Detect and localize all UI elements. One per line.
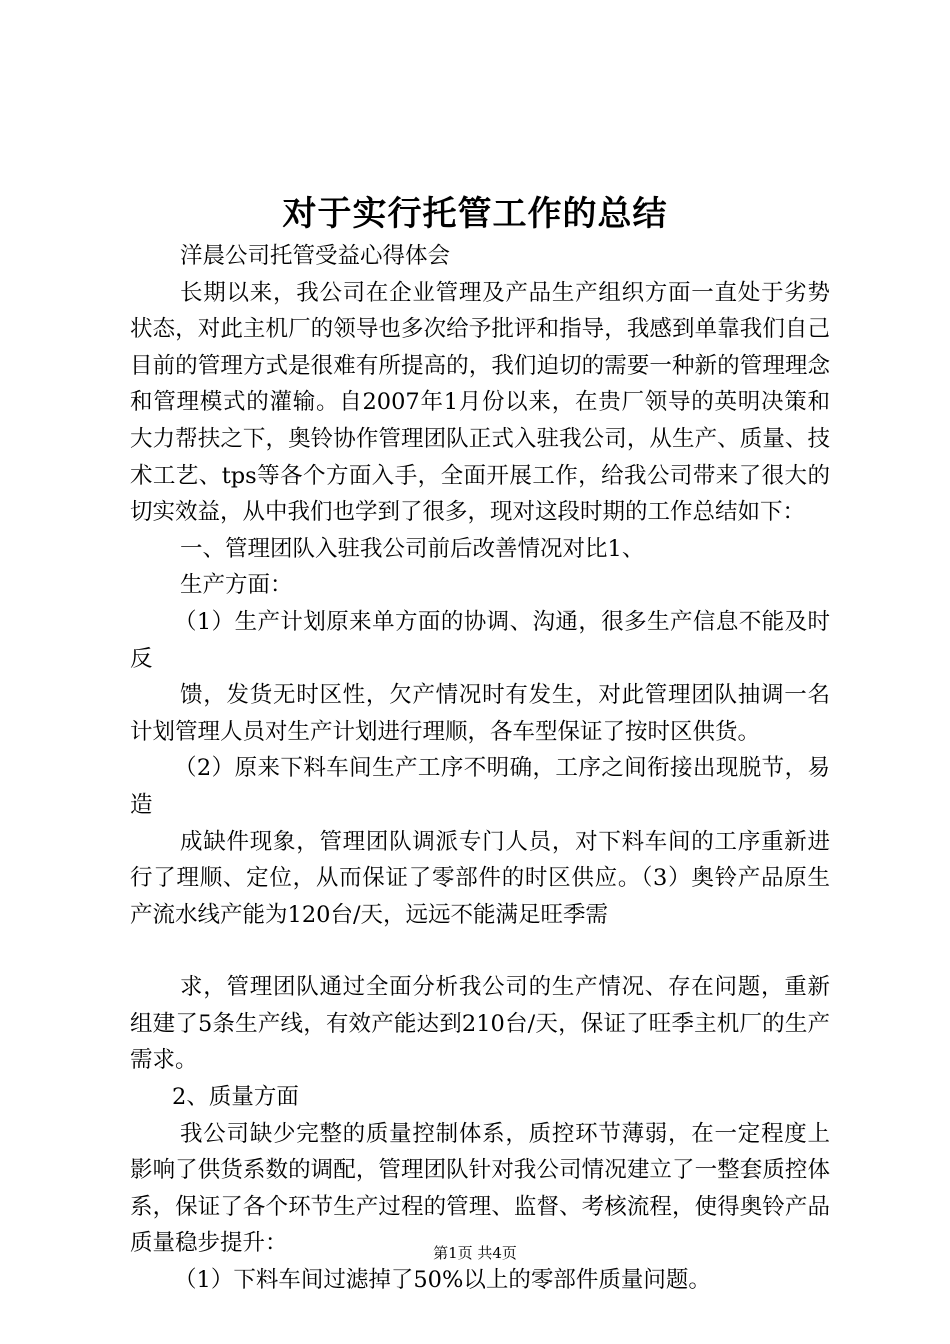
paragraph-subtitle: 洋晨公司托管受益心得体会	[180, 243, 451, 269]
paragraph-quality-body: 我公司缺少完整的质量控制体系，质控环节薄弱，在一定程度上影响了供货系数的调配，管理团队针对我公司情况建立了一整套质控体系，保证了各个环节生产过程的管理、监督、考核流程，使得奥铃产品质量稳步提升：	[130, 1120, 830, 1257]
paragraph-quality-heading: 2、质量方面	[172, 1084, 299, 1111]
paragraph-production-item-1a: （1）生产计划原来单方面的协调、沟通，很多生产信息不能及时反	[130, 608, 830, 672]
paragraph-production-heading: 生产方面：	[180, 572, 293, 599]
paragraph-intro: 长期以来，我公司在企业管理及产品生产组织方面一直处于劣势状态，对此主机厂的领导也多次给予批评和指导，我感到单靠我们自己目前的管理方式是很难有所提高的，我们迫切的需要一种新的管理理念和管理模式的灌输。自2007年1月份以来，在贵厂领导的英明决策和大力帮扶之下，奥铃协作管理团队正式入驻我公司，从生产、质量、技术工艺、tps等各个方面入手，全面开展工作，给我公司带来了很大的切实效益，从中我们也学到了很多，现对这段时期的工作总结如下：	[130, 279, 830, 526]
paragraph-production-item-2a: （2）原来下料车间生产工序不明确，工序之间衔接出现脱节，易造	[130, 755, 830, 818]
paragraph-quality-item-1: （1）下料车间过滤掉了50%以上的零部件质量问题。	[174, 1267, 711, 1294]
paragraph-production-item-2b: 成缺件现象，管理团队调派专门人员，对下料车间的工序重新进行了理顺、定位，从而保证了零部件的时区供应。（3）奥铃产品原生产流水线产能为120台/天，远远不能满足旺季需	[130, 828, 830, 928]
document-body	[130, 238, 830, 1299]
paragraph-production-item-3b: 求，管理团队通过全面分析我公司的生产情况、存在问题，重新组建了5条生产线，有效产能达到210台/天，保证了旺季主机厂的生产需求。	[130, 974, 830, 1074]
paragraph-gap	[130, 933, 830, 969]
paragraph-section-1-heading: 一、管理团队入驻我公司前后改善情况对比1、	[180, 535, 645, 562]
document-title: 对于实行托管工作的总结	[282, 194, 668, 234]
page-footer: 第1页 共4页	[433, 1244, 517, 1262]
paragraph-production-item-1b: 馈，发货无时区性，欠产情况时有发生，对此管理团队抽调一名计划管理人员对生产计划进行理顺，各车型保证了按时区供货。	[130, 682, 830, 745]
